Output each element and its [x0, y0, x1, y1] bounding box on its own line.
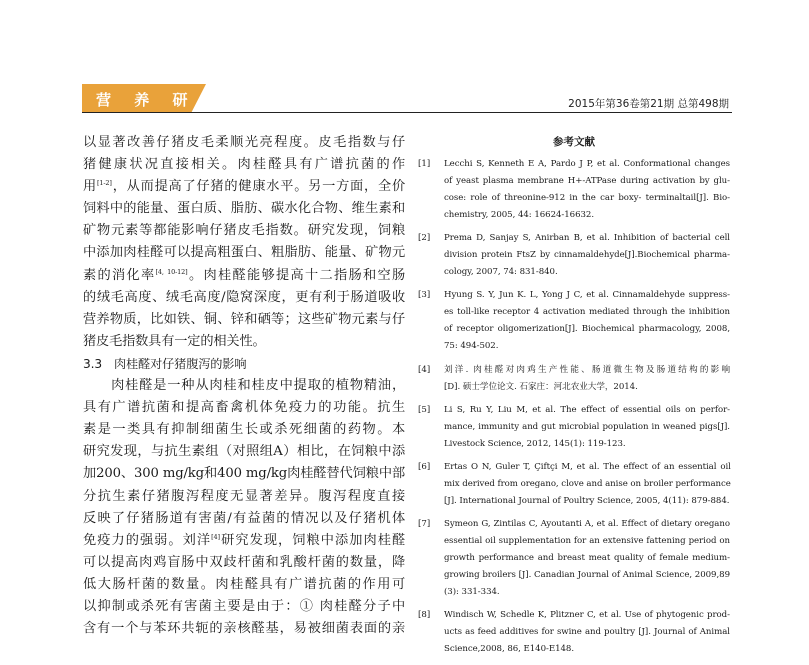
reference-line: (3): 331-334. [444, 587, 500, 598]
citation-ref: [4] [211, 532, 220, 541]
reference-number: [1] [418, 159, 431, 169]
reference-item [418, 230, 730, 281]
reference-line: [D]. 硕士学位论文. 石家庄：河北农业大学，2014. [444, 381, 638, 392]
body-line: 研究发现，与抗生素组（对照组A）相比，在饲粮中添 [83, 444, 405, 460]
body-line: 猪健康状况直接相关。肉桂醛具有广谱抗菌的作 [83, 157, 405, 173]
references-heading: 参考文献 [553, 136, 595, 148]
reference-line: of receptor oligomerization[J]. Biochemical pharmacology, 2008, [444, 324, 730, 335]
body-line: 以抑制或杀死有害菌主要是由于：① 肉桂醛分子中 [83, 598, 405, 614]
reference-item [418, 287, 730, 355]
reference-line: Hyung S. Y, Jun K. L, Yong J C, et al. Cinnamaldehyde suppress- [444, 290, 730, 301]
body-text-column [83, 132, 405, 640]
body-line: 素是一类具有抑制细菌生长或杀死细菌的药物。本 [83, 422, 405, 438]
reference-number: [2] [418, 233, 431, 244]
issue-info: 2015年第36卷第21期 总第498期 [568, 98, 729, 110]
body-line: 免疫力的强弱。刘洋[4]研究发现，饲粮中添加肉桂醛 [83, 532, 405, 548]
reference-line: mance, immunity and gut microbial population in weaned pigs[J]. [444, 421, 730, 432]
references-column [418, 134, 730, 665]
reference-line: cology, 2007, 74: 831-840. [444, 267, 558, 278]
body-line: 反映了仔猪肠道有害菌/有益菌的情况以及仔猪机体 [83, 510, 405, 526]
reference-line: division protein FtsZ by cinnamaldehyde[J].Biochemical pharma- [444, 250, 730, 261]
reference-line: 75: 494-502. [444, 341, 499, 352]
reference-number: [8] [418, 610, 431, 621]
body-line: 加200、300 mg/kg和400 mg/kg肉桂醛替代饲粮中部 [83, 466, 405, 482]
reference-item [418, 362, 730, 396]
reference-line: Livestock Science, 2012, 145(1): 119-123. [444, 438, 626, 449]
section-title: 营 养 研 究 [96, 91, 235, 109]
reference-line: Science,2008, 86, E140-E148. [444, 644, 575, 655]
body-line: 分抗生素仔猪腹泻程度无显著差异。腹泻程度直接 [83, 488, 405, 504]
section-heading: 3.3 肉桂醛对仔猪腹泻的影响 [83, 356, 247, 371]
body-line: 以显著改善仔猪皮毛柔顺光亮程度。皮毛指数与仔 [83, 135, 405, 150]
body-line: 肉桂醛是一种从肉桂和桂皮中提取的植物精油， [83, 378, 405, 394]
reference-line: Prema D, Sanjay S, Anirban B, et al. Inhibition of bacterial cell [444, 233, 730, 244]
reference-line: Lecchi S, Kenneth E A, Pardo J P, et al. Conformational changes [444, 159, 730, 169]
body-line: 饲料中的能量、蛋白质、脂肪、碳水化合物、维生素和 [83, 201, 405, 217]
body-line: 含有一个与苯环共轭的亲核醛基，易被细菌表面的亲 [83, 621, 405, 637]
reference-line: mix derived from oregano, clove and anise on broiler performance [444, 478, 731, 489]
body-line: 具有广谱抗菌和提高畜禽机体免疫力的功能。抗生 [83, 400, 405, 416]
reference-number: [4] [418, 364, 431, 375]
reference-number: [7] [418, 519, 431, 530]
reference-line: es toll-like receptor 4 activation mediated through the inhibition [444, 307, 730, 318]
citation-ref: [4, 10-12] [155, 267, 188, 276]
reference-number: [6] [418, 461, 431, 472]
reference-line: Windisch W, Schedle K, Plitzner C, et al. Use of phytogenic prod- [444, 610, 730, 621]
body-line: 矿物元素等都能影响仔猪皮毛指数。研究发现，饲粮 [83, 223, 405, 239]
reference-line: essential oil supplementation for an extensive fattening period on [444, 536, 730, 547]
body-line: 营养物质，比如铁、铜、锌和硒等；这些矿物元素与仔 [83, 311, 405, 327]
reference-item [418, 459, 730, 510]
body-line: 的绒毛高度、绒毛高度/隐窝深度，更有利于肠道吸收 [83, 289, 405, 305]
body-line: 低大肠杆菌的数量。肉桂醛具有广谱抗菌的作用可 [83, 576, 405, 592]
reference-line: Symeon G, Zintilas C, Ayoutanti A, et al. Effect of dietary oregano [444, 519, 730, 530]
body-line: 中添加肉桂醛可以提高粗蛋白、粗脂肪、能量、矿物元 [83, 245, 405, 261]
body-line: 素的消化率[4, 10-12]。肉桂醛能够提高十二指肠和空肠 [83, 267, 405, 283]
body-line: 用[1-2]，从而提高了仔猪的健康水平。另一方面，全价 [83, 179, 405, 195]
reference-line: growing broilers [J]. Canadian Journal of Animal Science, 2009,89 [444, 570, 730, 581]
citation-ref: [1-2] [96, 179, 112, 188]
reference-line: 刘洋. 肉桂醛对肉鸡生产性能、肠道微生物及肠道结构的影响 [444, 364, 730, 375]
reference-line: Ertas O N, Guler T, Çiftçi M, et al. The effect of an essential oil [444, 461, 731, 472]
reference-number: [3] [418, 290, 431, 301]
reference-line: Li S, Ru Y, Liu M, et al. The effect of essential oils on perfor- [444, 404, 730, 415]
header-rule [82, 112, 732, 113]
reference-item [418, 402, 730, 453]
reference-line: cose: role of threonine-912 in the car boxy- terminaltail[J]. Bio- [444, 193, 730, 203]
reference-line: ucts as feed additives for swine and poultry [J]. Journal of Animal [444, 627, 730, 638]
reference-line: [J]. International Journal of Poultry Science, 2005, 4(11): 879-884. [444, 495, 730, 506]
reference-item [418, 607, 730, 658]
reference-number: [5] [418, 404, 431, 415]
reference-item [418, 516, 730, 601]
reference-line: growth performance and breast meat quality of female medium- [444, 553, 730, 564]
reference-line: chemistry, 2005, 44: 16624-16632. [444, 210, 595, 220]
reference-item [418, 156, 730, 224]
body-line: 可以提高肉鸡盲肠中双歧杆菌和乳酸杆菌的数量，降 [83, 554, 405, 570]
reference-line: of yeast plasma membrane H+-ATPase during activation by glu- [444, 176, 730, 186]
body-line: 猪皮毛指数具有一定的相关性。 [83, 333, 266, 349]
